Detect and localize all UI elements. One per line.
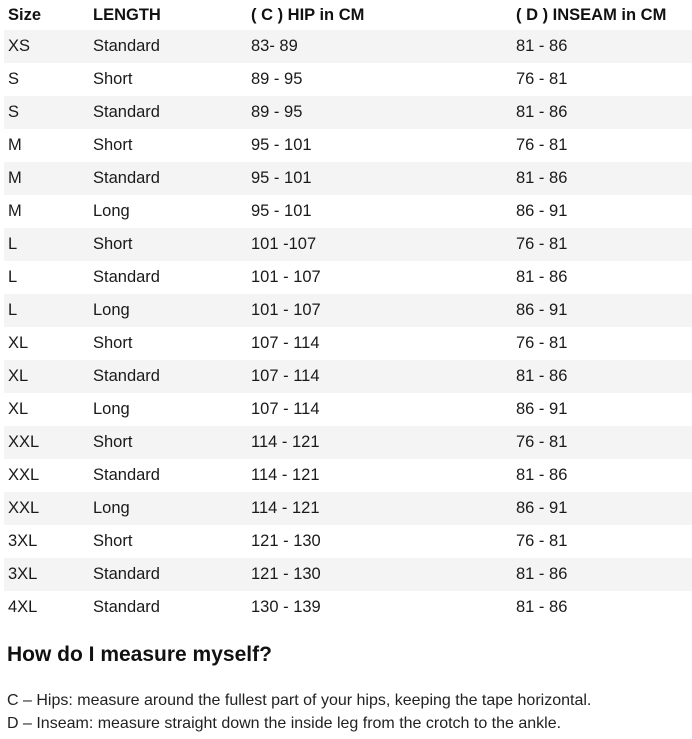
table-row <box>4 162 692 195</box>
cell-length: Short <box>93 334 133 352</box>
table-row <box>4 30 692 63</box>
size-chart-table <box>4 0 692 624</box>
table-row <box>4 63 692 96</box>
table-row <box>4 129 692 162</box>
cell-inseam: 76 - 81 <box>516 433 568 451</box>
cell-hip: 114 - 121 <box>251 499 320 517</box>
hips-instruction: C – Hips: measure around the fullest part of your hips, keeping the tape horizontal. <box>7 692 592 709</box>
cell-size: S <box>8 70 20 88</box>
table-row <box>4 492 692 525</box>
cell-length: Long <box>93 202 130 220</box>
cell-size: M <box>8 136 22 154</box>
cell-hip: 95 - 101 <box>251 169 312 187</box>
cell-length: Standard <box>93 37 160 55</box>
cell-size: L <box>8 235 18 253</box>
header-size: Size <box>8 5 42 24</box>
table-body <box>4 30 692 624</box>
table-row <box>4 261 692 294</box>
cell-hip: 107 - 114 <box>251 400 320 418</box>
table-row <box>4 228 692 261</box>
cell-size: XXL <box>8 499 40 517</box>
header-inseam: ( D ) INSEAM in CM <box>516 5 667 24</box>
table-row <box>4 591 692 624</box>
table-row <box>4 360 692 393</box>
cell-inseam: 86 - 91 <box>516 301 568 319</box>
cell-size: S <box>8 103 20 121</box>
table-row <box>4 558 692 591</box>
cell-size: 4XL <box>8 598 38 616</box>
cell-length: Standard <box>93 565 160 583</box>
table-row <box>4 393 692 426</box>
table-row <box>4 294 692 327</box>
table-row <box>4 525 692 558</box>
cell-hip: 89 - 95 <box>251 103 303 121</box>
cell-size: XS <box>8 37 31 55</box>
cell-hip: 114 - 121 <box>251 466 320 484</box>
cell-inseam: 81 - 86 <box>516 37 568 55</box>
cell-hip: 121 - 130 <box>251 532 321 550</box>
table-row <box>4 327 692 360</box>
cell-hip: 107 - 114 <box>251 367 320 385</box>
cell-inseam: 86 - 91 <box>516 400 568 418</box>
cell-size: XXL <box>8 466 40 484</box>
cell-hip: 121 - 130 <box>251 565 321 583</box>
cell-length: Standard <box>93 268 160 286</box>
cell-inseam: 81 - 86 <box>516 466 568 484</box>
table-row <box>4 459 692 492</box>
cell-length: Standard <box>93 367 160 385</box>
cell-length: Long <box>93 499 130 517</box>
cell-hip: 95 - 101 <box>251 136 312 154</box>
cell-hip: 101 - 107 <box>251 301 321 319</box>
cell-inseam: 76 - 81 <box>516 136 568 154</box>
cell-length: Standard <box>93 598 160 616</box>
cell-inseam: 81 - 86 <box>516 103 568 121</box>
table-row <box>4 195 692 228</box>
cell-inseam: 81 - 86 <box>516 598 568 616</box>
cell-inseam: 76 - 81 <box>516 70 568 88</box>
cell-size: 3XL <box>8 565 38 583</box>
cell-inseam: 81 - 86 <box>516 268 568 286</box>
cell-inseam: 76 - 81 <box>516 532 568 550</box>
cell-size: L <box>8 301 18 319</box>
table-header-row <box>4 0 692 30</box>
cell-size: XL <box>8 334 29 352</box>
cell-hip: 101 -107 <box>251 235 317 253</box>
cell-length: Short <box>93 136 133 154</box>
cell-length: Standard <box>93 103 160 121</box>
cell-size: M <box>8 202 22 220</box>
cell-size: XXL <box>8 433 40 451</box>
cell-inseam: 76 - 81 <box>516 235 568 253</box>
cell-inseam: 81 - 86 <box>516 367 568 385</box>
cell-size: 3XL <box>8 532 38 550</box>
header-hip: ( C ) HIP in CM <box>251 5 365 24</box>
cell-length: Short <box>93 433 133 451</box>
cell-length: Standard <box>93 466 160 484</box>
cell-length: Long <box>93 400 130 418</box>
cell-length: Long <box>93 301 130 319</box>
table-row <box>4 96 692 129</box>
cell-size: XL <box>8 400 29 418</box>
cell-length: Short <box>93 70 133 88</box>
cell-size: M <box>8 169 22 187</box>
cell-length: Short <box>93 235 133 253</box>
cell-length: Short <box>93 532 133 550</box>
cell-inseam: 86 - 91 <box>516 202 568 220</box>
cell-length: Standard <box>93 169 160 187</box>
cell-hip: 95 - 101 <box>251 202 312 220</box>
cell-size: XL <box>8 367 29 385</box>
cell-inseam: 76 - 81 <box>516 334 568 352</box>
cell-hip: 107 - 114 <box>251 334 320 352</box>
cell-hip: 101 - 107 <box>251 268 321 286</box>
cell-hip: 114 - 121 <box>251 433 320 451</box>
table-row <box>4 426 692 459</box>
cell-inseam: 86 - 91 <box>516 499 568 517</box>
cell-inseam: 81 - 86 <box>516 169 568 187</box>
measure-heading: How do I measure myself? <box>7 643 272 666</box>
header-length: LENGTH <box>93 5 161 24</box>
cell-hip: 130 - 139 <box>251 598 321 616</box>
cell-size: L <box>8 268 18 286</box>
measure-instructions <box>7 689 591 735</box>
cell-hip: 89 - 95 <box>251 70 303 88</box>
cell-hip: 83- 89 <box>251 37 298 55</box>
inseam-instruction: D – Inseam: measure straight down the inside leg from the crotch to the ankle. <box>7 715 562 732</box>
cell-inseam: 81 - 86 <box>516 565 568 583</box>
